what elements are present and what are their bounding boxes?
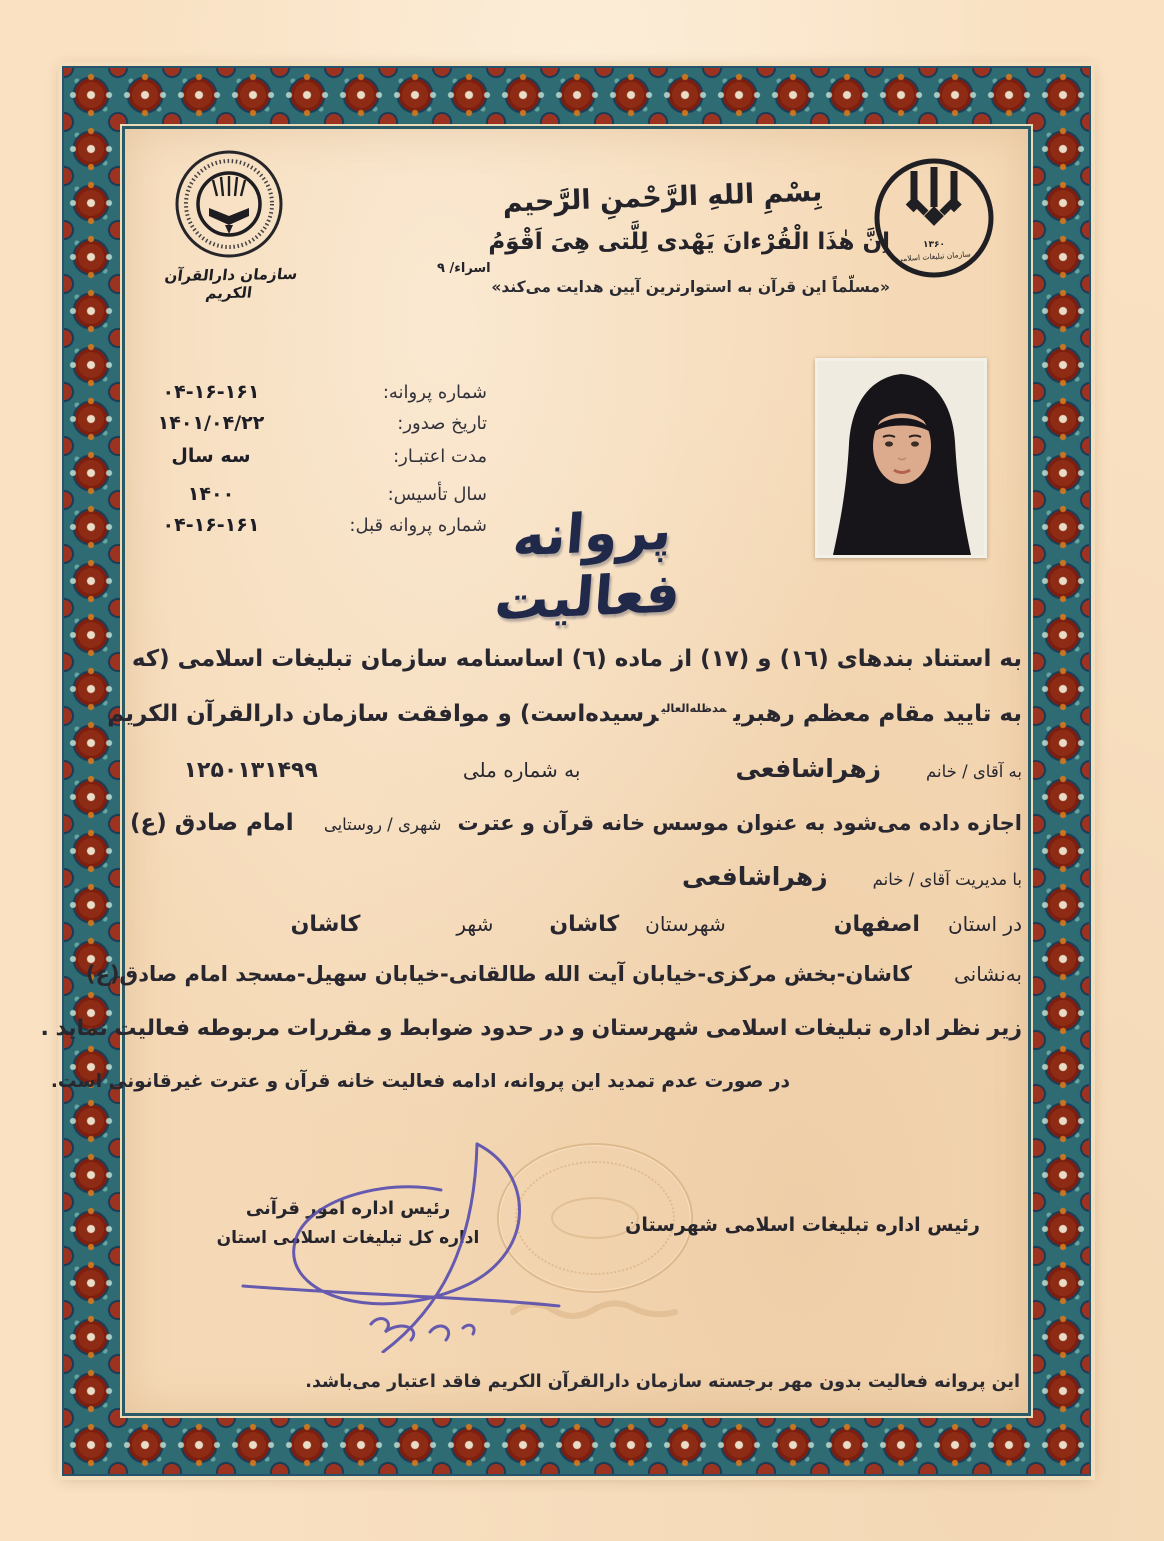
islamic-propagation-org-logo-icon	[866, 155, 1006, 285]
province-label: در استان	[947, 912, 1022, 936]
holder-line	[130, 754, 1022, 783]
manager-name: زهراشافعی	[682, 862, 828, 891]
field-row	[135, 409, 487, 437]
dar-al-quran-caption: سازمان دارالقرآن الکریم	[163, 264, 299, 303]
field-label: شماره پروانه قبل:	[349, 514, 487, 536]
county-label: شهرستان	[645, 912, 726, 936]
permission-suffix: شهری / روستایی	[323, 815, 442, 834]
applicant-photo	[815, 358, 987, 558]
supervision-line: زیر نظر اداره تبلیغات اسلامی شهرستان و در حدود ضوابط و مقررات مربوطه فعالیت نماید .	[40, 1016, 1022, 1041]
field-value: ۰۴-۱۶-۱۶۱	[162, 381, 260, 403]
clause-line-1: به استناد بندهای (١٦) و (١٧) از ماده (٦) اساسنامه سازمان تبلیغات اسلامی (که	[131, 646, 1022, 672]
county-value: کاشان	[549, 912, 620, 937]
address-value: کاشان-بخش مرکزی-خیابان آیت الله طالقانی-خیابان سهیل-مسجد امام صادق(ع)	[85, 962, 912, 986]
signature-left-title-1: رئیس اداره امور قرآنی	[245, 1198, 451, 1219]
field-value: ۱۴۰۱/۰۴/۲۲	[157, 412, 265, 434]
permission-text-group	[324, 810, 1022, 836]
verse-reference: اسراء/ ۹	[437, 261, 491, 276]
svg-text:۱۳۶۰: ۱۳۶۰	[923, 240, 945, 250]
field-label: سال تأسیس:	[387, 483, 487, 505]
renewal-warning: در صورت عدم تمدید این پروانه، ادامه فعالیت خانه قرآن و عترت غیرقانونی است.	[50, 1071, 790, 1092]
clause-line-2-start: به تایید مقام معظم رهبری	[733, 701, 1022, 727]
national-id-value: ۱۲۵۰۱۳۱۴۹۹	[183, 758, 318, 783]
national-id-label: به شماره ملی	[462, 758, 581, 782]
verse-translation: «مسلّماً این قرآن به استوارترین آیین هدایت می‌کند»	[491, 278, 890, 296]
address-line	[85, 962, 1022, 986]
city-value: کاشان	[290, 912, 361, 937]
svg-text:سازمان تبلیغات اسلامی: سازمان تبلیغات اسلامی	[896, 249, 972, 264]
field-row	[135, 378, 487, 406]
header-center	[435, 176, 890, 296]
holder-name: زهراشافعی	[735, 754, 882, 783]
field-label: تاریخ صدور:	[397, 412, 487, 434]
manager-label: با مدیریت آقای / خانم	[872, 870, 1022, 889]
dar-al-quran-seal-icon	[163, 148, 295, 266]
clause-line-2	[107, 701, 1022, 727]
field-label: شماره پروانه:	[382, 381, 487, 403]
field-value: سه سال	[171, 445, 251, 467]
field-row	[135, 442, 487, 470]
location-line	[130, 912, 1022, 937]
quran-verse: اِنَّ هٰذَا الْقُرْءانَ یَهْدی لِلَّتی هِیَ اَقْوَمُ	[488, 229, 890, 255]
field-value: ۱۴۰۰	[187, 483, 235, 505]
to-label: به آقای / خانم	[926, 762, 1022, 781]
field-row	[135, 480, 487, 508]
field-value: ۰۴-۱۶-۱۶۱	[162, 514, 260, 536]
signature-left-block	[198, 1198, 498, 1248]
footer-validity-note: این پروانه فعالیت بدون مهر برجسته سازمان دارالقرآن الکریم فاقد اعتبار می‌باشد.	[305, 1372, 1020, 1392]
field-label: مدت اعتبـار:	[393, 445, 487, 467]
city-label: شهر	[456, 912, 494, 936]
license-title: پروانه فعالیت	[492, 498, 683, 633]
permission-line	[130, 810, 1022, 836]
leader-honorific: مدظله‌العالی	[661, 701, 727, 716]
province-value: اصفهان	[833, 912, 920, 937]
center-name: امام صادق (ع)	[130, 810, 294, 836]
bismillah-calligraphy: بِسْمِ اللهِ الرَّحْمنِ الرَّحیم	[502, 176, 823, 219]
signature-left-title-2: اداره کل تبلیغات اسلامی استان	[216, 1228, 480, 1248]
embossed-seal-text	[505, 1288, 685, 1328]
clause-line-2-end: رسیده‌است) و موافقت سازمان دارالقرآن الکریم	[107, 701, 659, 727]
manager-line	[130, 862, 1022, 891]
signature-right-title: رئیس اداره تبلیغات اسلامی شهرستان	[625, 1214, 980, 1236]
permission-text: اجازه داده می‌شود به عنوان موسس خانه قرآن و عترت	[457, 811, 1022, 835]
address-label: به‌نشانی	[953, 962, 1022, 986]
